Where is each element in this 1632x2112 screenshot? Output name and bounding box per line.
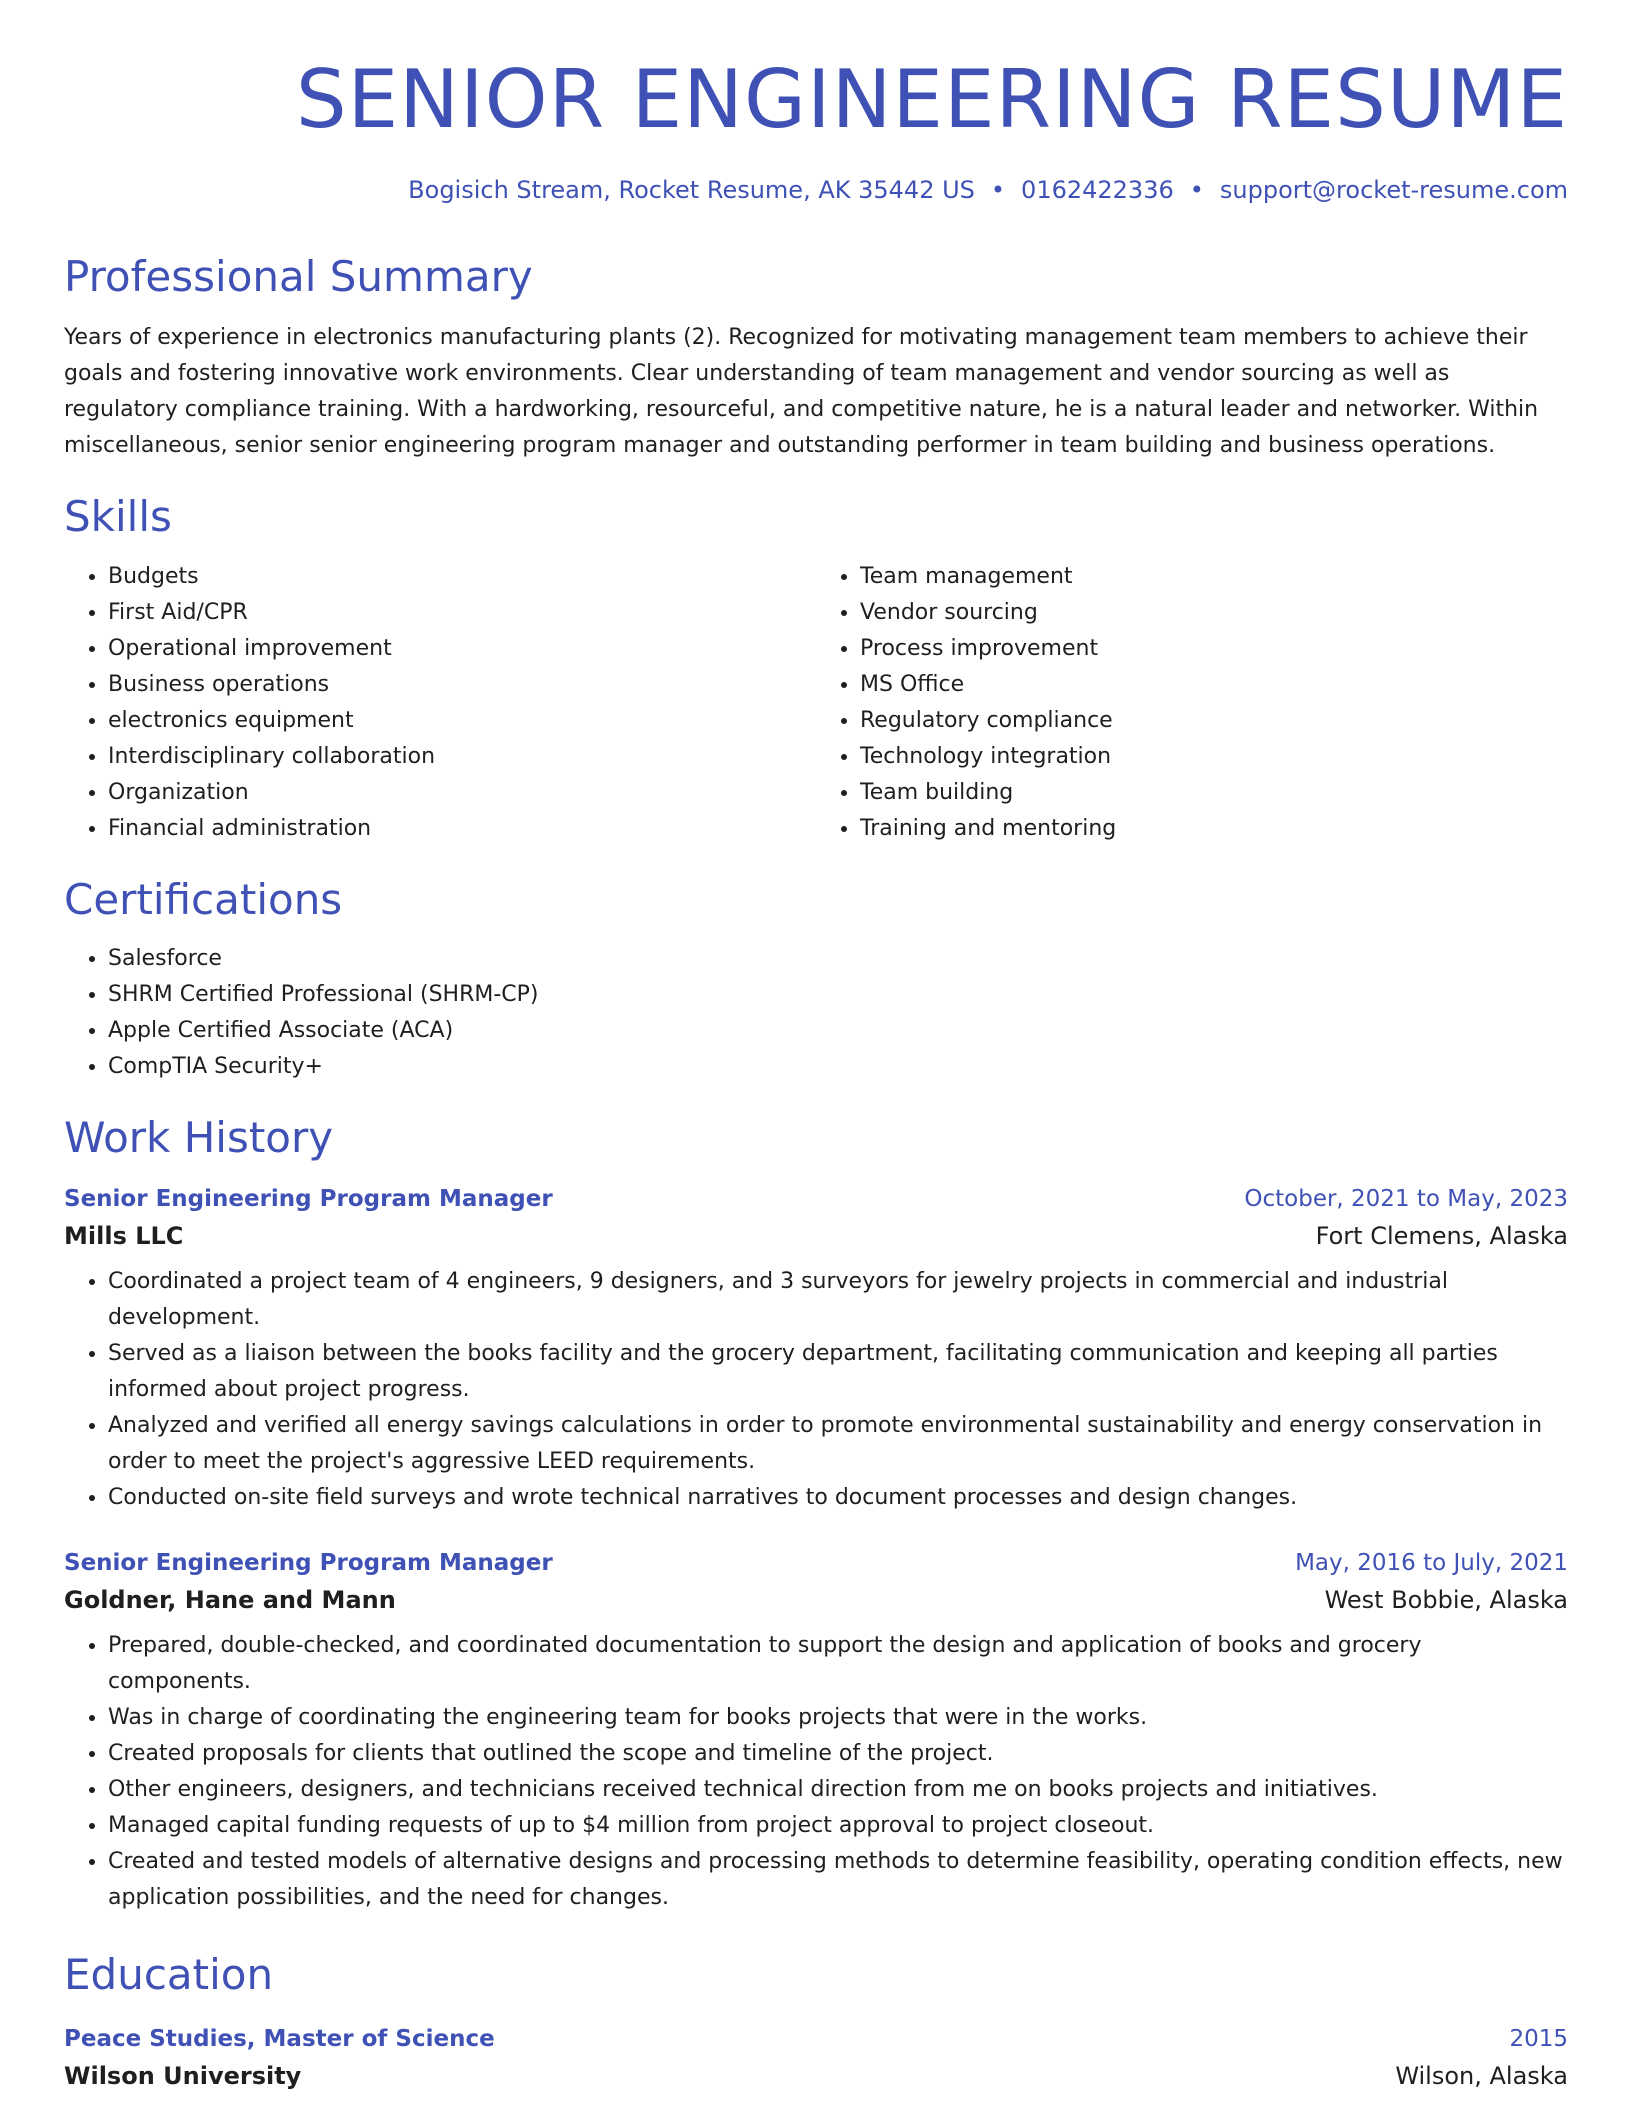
skills-left-list — [64, 559, 816, 847]
contact-phone: 0162422336 — [1021, 176, 1174, 204]
certifications-heading: Certifications — [64, 874, 343, 924]
job-company: Mills LLC — [64, 1221, 184, 1250]
education-section — [64, 1950, 1568, 2090]
job-bullet: • Other engineers, designers, and technicians received technical direction from me on books projects and initiatives. — [108, 1772, 1568, 1808]
job-company-row — [64, 1222, 1568, 1250]
skill-item: • MS Office — [860, 667, 1568, 703]
job-header-row — [64, 1550, 1568, 1576]
job-entry — [64, 1550, 1568, 1916]
job-company: Goldner, Hane and Mann — [64, 1585, 396, 1614]
job-bullet: • Created and tested models of alternative designs and processing methods to determine feasibility, operating condition effects, new application possibilities, and the need for changes. — [108, 1844, 1568, 1916]
skill-item: • Process improvement — [860, 631, 1568, 667]
skill-item: • Interdisciplinary collaboration — [108, 739, 816, 775]
skills-columns — [64, 559, 1568, 847]
skill-item: • electronics equipment — [108, 703, 816, 739]
skills-right-list — [816, 559, 1568, 847]
education-heading: Education — [64, 1949, 274, 1999]
education-year: 2015 — [1509, 2025, 1568, 2052]
skill-item: • First Aid/CPR — [108, 595, 816, 631]
certification-item: • Salesforce — [108, 941, 1568, 977]
contact-email[interactable]: support@rocket-resume.com — [1219, 176, 1568, 204]
job-dates: May, 2016 to July, 2021 — [1295, 1549, 1568, 1576]
job-entry — [64, 1186, 1568, 1516]
certification-item: • CompTIA Security+ — [108, 1049, 1568, 1085]
skill-item: • Training and mentoring — [860, 811, 1568, 847]
education-entry — [64, 2026, 1568, 2090]
job-bullet: • Analyzed and verified all energy savings calculations in order to promote environmental sustainability and energy conservation in order to meet the project's aggressive LEED requirements. — [108, 1408, 1568, 1480]
skill-item: • Vendor sourcing — [860, 595, 1568, 631]
job-role: Senior Engineering Program Manager — [64, 1185, 553, 1212]
job-bullets — [64, 1264, 1568, 1516]
job-bullet: • Was in charge of coordinating the engineering team for books projects that were in the works. — [108, 1700, 1568, 1736]
resume-title: SENIOR ENGINEERING RESUME — [295, 53, 1568, 146]
job-dates: October, 2021 to May, 2023 — [1244, 1185, 1568, 1212]
contact-separator: • — [990, 176, 1006, 204]
skill-item: • Operational improvement — [108, 631, 816, 667]
summary-heading: Professional Summary — [64, 252, 533, 301]
work-history-heading: Work History — [64, 1113, 334, 1163]
skills-heading: Skills — [64, 492, 172, 542]
education-header-row — [64, 2026, 1568, 2052]
education-school: Wilson University — [64, 2061, 302, 2090]
education-degree: Peace Studies, Master of Science — [64, 2025, 495, 2052]
job-location: Fort Clemens, Alaska — [1315, 1221, 1568, 1250]
contact-address: Bogisich Stream, Rocket Resume, AK 35442 US — [408, 176, 975, 204]
skill-item: • Technology integration — [860, 739, 1568, 775]
job-bullet: • Prepared, double-checked, and coordinated documentation to support the design and application of books and grocery components. — [108, 1628, 1568, 1700]
skill-item: • Team management — [860, 559, 1568, 595]
summary-text: Years of experience in electronics manufacturing plants (2). Recognized for motivating management team members to achieve their goals and fostering innovative work environments. Clear understanding of team management and vendor sourcing as well as regulatory compliance training. With a hardworking, resourceful, and competitive nature, he is a natural leader and networker. Within miscellaneous, senior senior engineering program manager and outstanding performer in team building and business operations. — [64, 325, 1539, 459]
job-company-row — [64, 1586, 1568, 1614]
job-bullet: • Created proposals for clients that outlined the scope and timeline of the project. — [108, 1736, 1568, 1772]
certifications-list — [64, 941, 1568, 1085]
job-bullet: • Served as a liaison between the books facility and the grocery department, facilitating communication and keeping all parties informed about project progress. — [108, 1336, 1568, 1408]
job-bullet: • Coordinated a project team of 4 engineers, 9 designers, and 3 surveyors for jewelry projects in commercial and industrial development. — [108, 1264, 1568, 1336]
job-header-row — [64, 1186, 1568, 1212]
skill-item: • Business operations — [108, 667, 816, 703]
job-location: West Bobbie, Alaska — [1324, 1585, 1568, 1614]
skill-item: • Budgets — [108, 559, 816, 595]
job-bullets — [64, 1628, 1568, 1916]
skills-section — [64, 492, 1568, 846]
skill-item: • Financial administration — [108, 811, 816, 847]
skill-item: • Team building — [860, 775, 1568, 811]
job-role: Senior Engineering Program Manager — [64, 1549, 553, 1576]
certifications-section — [64, 875, 1568, 1085]
job-bullet: • Conducted on-site field surveys and wrote technical narratives to document processes and design changes. — [108, 1480, 1568, 1516]
skill-item: • Regulatory compliance — [860, 703, 1568, 739]
contact-separator: • — [1189, 176, 1204, 204]
summary-section — [64, 252, 1568, 464]
contact-line — [64, 176, 1568, 204]
certification-item: • SHRM Certified Professional (SHRM-CP) — [108, 977, 1568, 1013]
certification-item: • Apple Certified Associate (ACA) — [108, 1013, 1568, 1049]
skill-item: • Organization — [108, 775, 816, 811]
education-school-row — [64, 2062, 1568, 2090]
job-bullet: • Managed capital funding requests of up to $4 million from project approval to project closeout. — [108, 1808, 1568, 1844]
work-history-section — [64, 1113, 1568, 1915]
education-location: Wilson, Alaska — [1395, 2061, 1568, 2090]
